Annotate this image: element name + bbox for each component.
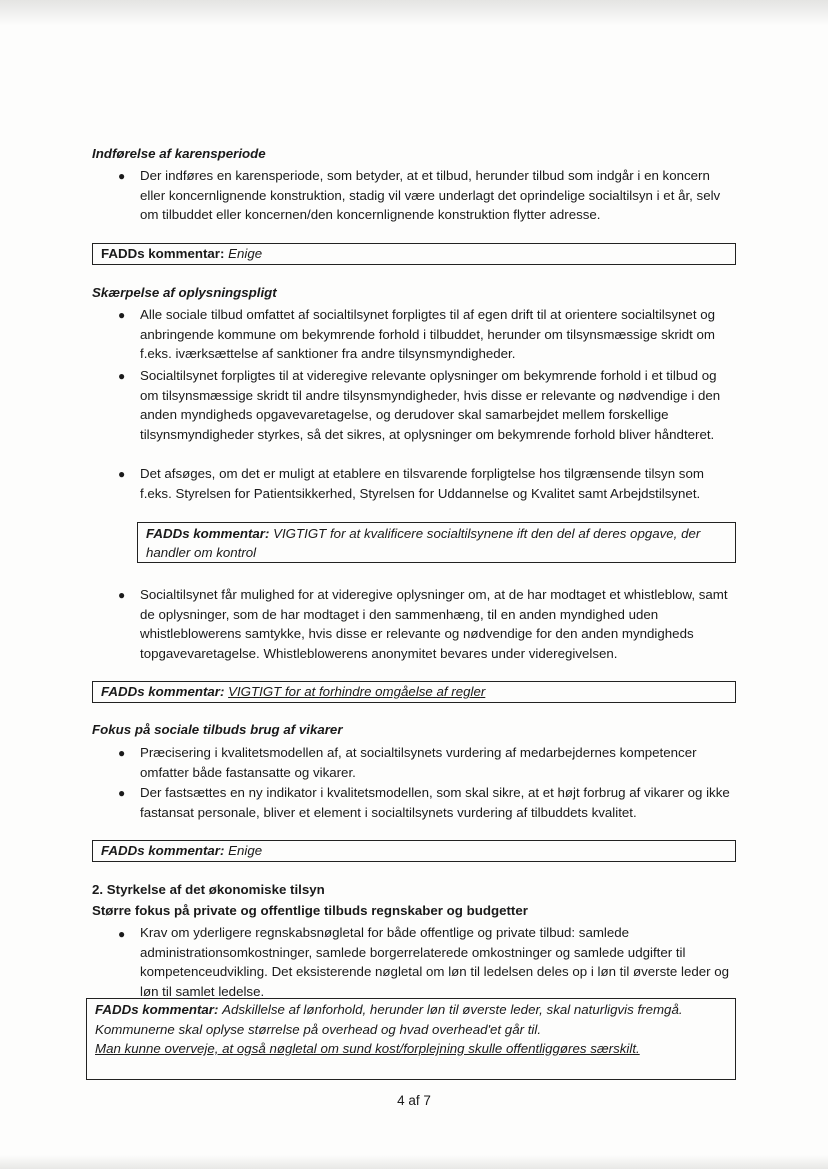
- comment-text: VIGTIGT for at kvalificere socialtilsynene ift den del af deres opgave, der handler om kontrol: [146, 526, 701, 560]
- comment-label: FADDs kommentar:: [101, 684, 225, 699]
- section-heading-oplysningspligt: Skærpelse af oplysningspligt: [92, 285, 277, 300]
- section-heading-vikarer: Fokus på sociale tilbuds brug af vikarer: [92, 722, 343, 737]
- scan-edge-top: [0, 0, 828, 26]
- comment-text: Kommunerne skal oplyse størrelse på overhead og hvad overhead'et går til.: [95, 1021, 542, 1037]
- bullet-icon: ●: [118, 369, 126, 383]
- bullet-text: Præcisering i kvalitetsmodellen af, at socialtilsynets vurdering af medarbejdernes kompetencer omfatter både fastansatte og vikarer.: [140, 745, 697, 780]
- section-heading-oekonomisk-tilsyn: 2. Styrkelse af det økonomiske tilsyn: [92, 882, 325, 897]
- comment-box: [86, 998, 736, 1080]
- bullet-icon: ●: [118, 308, 126, 322]
- subheading-regnskaber: Større fokus på private og offentlige tilbuds regnskaber og budgetter: [92, 903, 528, 918]
- comment-text: Adskillelse af lønforhold, herunder løn til øverste leder, skal naturligvis fremgå.: [222, 1002, 683, 1017]
- bullet-text: Der indføres en karensperiode, som betyder, at et tilbud, herunder tilbud som indgår i en koncern eller koncernlignende konstruktion, stadig vil være underlagt det oprindelige socialtilsyn i et år, selv om tilbuddet eller koncernen/den koncernlignende konstruktion flytter adresse.: [140, 168, 721, 223]
- bullet-text: Det afsøges, om det er muligt at etablere en tilsvarende forpligtelse hos tilgrænsende tilsyn som f.eks. Styrelsen for Patientsikkerhed, Styrelsen for Uddannelse og Kvalitet samt Arbejdstilsynet.: [140, 466, 704, 501]
- comment-box: [92, 681, 736, 703]
- scan-edge-bottom: [0, 1155, 828, 1169]
- comment-box: [92, 243, 736, 265]
- bullet-text: Socialtilsynet får mulighed for at videregive oplysninger om, at de har modtaget et whistleblow, samt de oplysninger, som de har modtaget i den sammenhæng, til en anden myndighed uden whistleblowerens samtykke, hvis disse er relevante og nødvendige for den anden myndigheds topgavevaretagelse. Whistleblowerens anonymitet bevares under videregivelsen.: [140, 587, 728, 661]
- comment-text: VIGTIGT for at forhindre omgåelse af regler: [228, 684, 486, 699]
- comment-text: Enige: [228, 246, 263, 261]
- bullet-icon: ●: [118, 927, 126, 941]
- bullet-icon: ●: [118, 786, 126, 800]
- comment-text: Man kunne overveje, at også nøgletal om sund kost/forplejning skulle offentliggøres særskilt.: [95, 1041, 640, 1056]
- bullet-icon: ●: [118, 169, 126, 183]
- section-heading-karensperiode: Indførelse af karensperiode: [92, 146, 266, 161]
- bullet-text: Alle sociale tilbud omfattet af socialtilsynet forpligtes til af egen drift til at orientere socialtilsynet og anbringende kommune om bekymrende forhold i tilbuddet, herunder om tilsynsmæssige skridt om f.eks. iværksættelse af sanktioner fra andre tilsynsmyndigheder.: [140, 307, 716, 362]
- bullet-text: Krav om yderligere regnskabsnøgletal for både offentlige og private tilbud: samlede administrationsomkostninger, samlede borgerrelaterede omkostninger og samlede udgifter til kompetenceudvikling. Det eksisterende nøgletal om løn til ledelsen deles op i løn til øverste leder og løn til samlet ledelse.: [140, 925, 730, 999]
- bullet-text: Socialtilsynet forpligtes til at videregive relevante oplysninger om bekymrende forhold i et tilbud og om tilsynsmæssige skridt til andre tilsynsmyndigheder, hvis disse er relevante og nødvendige i den anden myndigheds opgavevaretagelse, og derudover skal samarbejdet mellem forskellige tilsynsmyndigheder styrkes, så det sikres, at oplysninger om bekymrende forhold bliver håndteret.: [140, 368, 721, 442]
- comment-label: FADDs kommentar:: [146, 526, 270, 541]
- comment-label: FADDs kommentar:: [101, 843, 225, 858]
- bullet-icon: ●: [118, 746, 126, 760]
- comment-label: FADDs kommentar:: [101, 246, 225, 261]
- bullet-text: Der fastsættes en ny indikator i kvalitetsmodellen, som skal sikre, at et højt forbrug af vikarer og ikke fastansat personale, bliver et element i socialtilsynets vurdering af tilbuddets kvalitet.: [140, 785, 730, 820]
- comment-text: Enige: [228, 843, 263, 858]
- bullet-icon: ●: [118, 588, 126, 602]
- comment-label: FADDs kommentar:: [95, 1002, 219, 1017]
- comment-box: [92, 840, 736, 862]
- bullet-icon: ●: [118, 467, 126, 481]
- comment-box: [137, 522, 736, 563]
- page-number: 4 af 7: [397, 1093, 431, 1108]
